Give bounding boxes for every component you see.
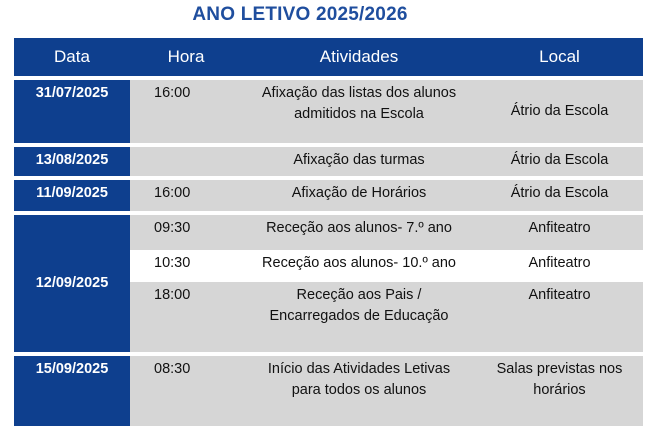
activity-cell: Afixação de Horários: [242, 180, 476, 215]
table-row: [14, 215, 643, 250]
activity-cell: Receção aos alunos- 7.º ano: [242, 215, 476, 250]
activity-cell: Receção aos alunos- 10.º ano: [242, 250, 476, 282]
activity-cell: [242, 282, 476, 356]
activity-line: Início das Atividades Letivas: [267, 361, 451, 377]
activity-line: para todos os alunos: [291, 382, 427, 398]
table-row: [14, 356, 643, 426]
location-cell: Anfiteatro: [476, 282, 643, 356]
header-hora: Hora: [130, 38, 242, 80]
schedule-table: [14, 38, 643, 426]
location-cell: Anfiteatro: [476, 250, 643, 282]
header-row: [14, 38, 643, 80]
location-cell: Átrio da Escola: [476, 147, 643, 180]
activity-cell: Afixação das turmas: [242, 147, 476, 180]
header-data: Data: [14, 38, 130, 80]
time-cell: 16:00: [130, 80, 242, 147]
time-cell: [130, 147, 242, 180]
date-cell: 13/08/2025: [14, 147, 130, 180]
date-cell: 12/09/2025: [14, 215, 130, 356]
time-cell: 08:30: [130, 356, 242, 426]
time-cell: 10:30: [130, 250, 242, 282]
date-cell: 11/09/2025: [14, 180, 130, 215]
activity-line: Afixação das listas dos alunos: [261, 85, 457, 101]
activity-cell: [242, 80, 476, 147]
location-line: horários: [533, 382, 586, 398]
page-title: ANO LETIVO 2025/2026: [192, 4, 408, 25]
time-cell: 18:00: [130, 282, 242, 356]
date-cell: 15/09/2025: [14, 356, 130, 426]
activity-line: Receção aos Pais /: [296, 287, 422, 303]
time-cell: 16:00: [130, 180, 242, 215]
location-cell: Átrio da Escola: [476, 180, 643, 215]
location-cell: [476, 356, 643, 426]
table-row: [14, 147, 643, 180]
location-cell: Átrio da Escola: [476, 80, 643, 147]
table-row: [14, 80, 643, 147]
location-line: Salas previstas nos: [496, 361, 623, 377]
activity-line: Encarregados de Educação: [269, 308, 449, 324]
date-cell: 31/07/2025: [14, 80, 130, 147]
activity-cell: [242, 356, 476, 426]
header-atividades: Atividades: [242, 38, 476, 80]
location-cell: Anfiteatro: [476, 215, 643, 250]
activity-line: admitidos na Escola: [294, 106, 424, 122]
table-row: [14, 180, 643, 215]
time-cell: 09:30: [130, 215, 242, 250]
header-local: Local: [476, 38, 643, 80]
